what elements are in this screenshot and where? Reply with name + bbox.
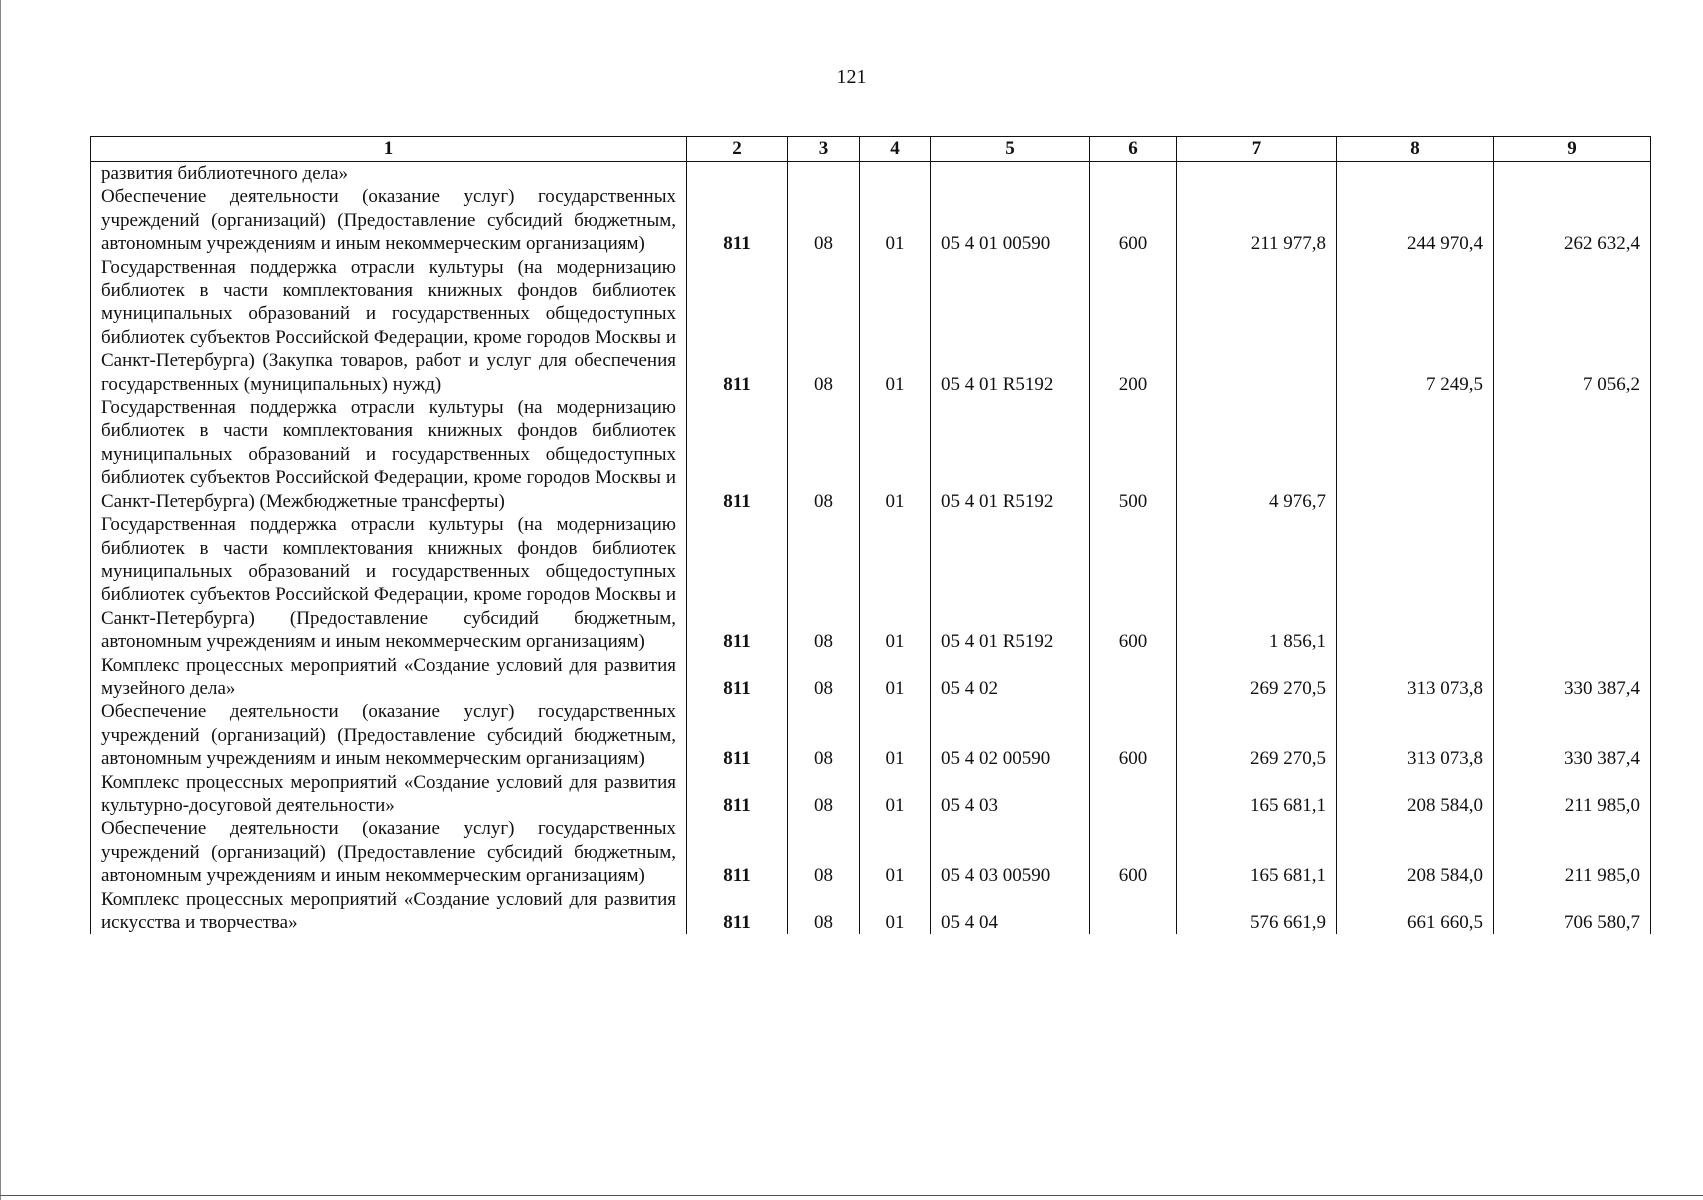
table-row — [91, 256, 1651, 396]
target-article-cell: 05 4 04 — [931, 888, 1090, 935]
subsection-cell: 01 — [860, 654, 931, 701]
amount-col8-cell — [1337, 396, 1494, 513]
table-row — [91, 700, 1651, 770]
target-article-cell: 05 4 01 R5192 — [931, 396, 1090, 513]
expense-type-cell: 600 — [1090, 185, 1177, 255]
column-header: 4 — [860, 137, 931, 162]
expense-type-cell: 600 — [1090, 817, 1177, 887]
expense-type-cell — [1090, 771, 1177, 818]
section-cell: 08 — [788, 396, 860, 513]
amount-col9-cell: 706 580,7 — [1494, 888, 1651, 935]
target-article-cell: 05 4 01 R5192 — [931, 513, 1090, 653]
table-row — [91, 513, 1651, 653]
section-cell: 08 — [788, 654, 860, 701]
subsection-cell: 01 — [860, 817, 931, 887]
amount-col9-cell: 7 056,2 — [1494, 256, 1651, 396]
expense-type-cell — [1090, 654, 1177, 701]
row-name-cell: Обеспечение деятельности (оказание услуг) государственных учреждений (организаций) (Предоставление субсидий бюджетным, автономным учреждениям и иным некоммерческим организациям) — [91, 700, 687, 770]
ministry-code-cell: 811 — [687, 771, 788, 818]
table-row — [91, 396, 1651, 513]
table-row — [91, 771, 1651, 818]
column-header: 5 — [931, 137, 1090, 162]
section-cell: 08 — [788, 771, 860, 818]
amount-col7-cell — [1177, 162, 1337, 186]
target-article-cell: 05 4 01 R5192 — [931, 256, 1090, 396]
target-article-cell: 05 4 01 00590 — [931, 185, 1090, 255]
expense-type-cell: 200 — [1090, 256, 1177, 396]
scan-left-edge — [0, 0, 1, 1200]
row-name-cell: Комплекс процессных мероприятий «Создание условий для развития музейного дела» — [91, 654, 687, 701]
ministry-code-cell: 811 — [687, 654, 788, 701]
amount-col8-cell — [1337, 162, 1494, 186]
expense-type-cell: 600 — [1090, 700, 1177, 770]
amount-col7-cell: 269 270,5 — [1177, 654, 1337, 701]
target-article-cell: 05 4 03 — [931, 771, 1090, 818]
amount-col9-cell: 330 387,4 — [1494, 654, 1651, 701]
section-cell: 08 — [788, 888, 860, 935]
row-name-cell: развития библиотечного дела» — [91, 162, 687, 186]
amount-col9-cell: 262 632,4 — [1494, 185, 1651, 255]
amount-col8-cell: 244 970,4 — [1337, 185, 1494, 255]
target-article-cell: 05 4 02 00590 — [931, 700, 1090, 770]
target-article-cell — [931, 162, 1090, 186]
ministry-code-cell: 811 — [687, 888, 788, 935]
scan-bottom-edge — [0, 1195, 1703, 1196]
amount-col9-cell — [1494, 162, 1651, 186]
budget-table — [90, 136, 1651, 934]
section-cell: 08 — [788, 256, 860, 396]
amount-col7-cell: 165 681,1 — [1177, 771, 1337, 818]
row-name-cell: Государственная поддержка отрасли культуры (на модернизацию библиотек в части комплектования книжных фондов библиотек муниципальных образований и государственных общедоступных библиотек субъектов Российской Федерации, кроме городов Москвы и Санкт-Петербурга) (Закупка товаров, работ и услуг для обеспечения государственных (муниципальных) нужд) — [91, 256, 687, 396]
subsection-cell: 01 — [860, 771, 931, 818]
ministry-code-cell: 811 — [687, 256, 788, 396]
ministry-code-cell — [687, 162, 788, 186]
target-article-cell: 05 4 03 00590 — [931, 817, 1090, 887]
row-name-cell: Комплекс процессных мероприятий «Создание условий для развития культурно-досуговой деятельности» — [91, 771, 687, 818]
ministry-code-cell: 811 — [687, 513, 788, 653]
section-cell: 08 — [788, 185, 860, 255]
subsection-cell: 01 — [860, 513, 931, 653]
amount-col7-cell: 269 270,5 — [1177, 700, 1337, 770]
column-header: 1 — [91, 137, 687, 162]
amount-col8-cell: 208 584,0 — [1337, 817, 1494, 887]
section-cell — [788, 162, 860, 186]
row-name-cell: Обеспечение деятельности (оказание услуг) государственных учреждений (организаций) (Предоставление субсидий бюджетным, автономным учреждениям и иным некоммерческим организациям) — [91, 817, 687, 887]
row-name-cell: Государственная поддержка отрасли культуры (на модернизацию библиотек в части комплектования книжных фондов библиотек муниципальных образований и государственных общедоступных библиотек субъектов Российской Федерации, кроме городов Москвы и Санкт-Петербурга) (Предоставление субсидий бюджетным, автономным учреждениям и иным некоммерческим организациям) — [91, 513, 687, 653]
column-header: 3 — [788, 137, 860, 162]
ministry-code-cell: 811 — [687, 817, 788, 887]
ministry-code-cell: 811 — [687, 185, 788, 255]
table-body — [91, 162, 1651, 935]
amount-col9-cell: 211 985,0 — [1494, 771, 1651, 818]
ministry-code-cell: 811 — [687, 700, 788, 770]
row-name-cell: Государственная поддержка отрасли культуры (на модернизацию библиотек в части комплектования книжных фондов библиотек муниципальных образований и государственных общедоступных библиотек субъектов Российской Федерации, кроме городов Москвы и Санкт-Петербурга) (Межбюджетные трансферты) — [91, 396, 687, 513]
amount-col8-cell: 661 660,5 — [1337, 888, 1494, 935]
amount-col9-cell: 330 387,4 — [1494, 700, 1651, 770]
target-article-cell: 05 4 02 — [931, 654, 1090, 701]
amount-col8-cell: 208 584,0 — [1337, 771, 1494, 818]
ministry-code-cell: 811 — [687, 396, 788, 513]
subsection-cell: 01 — [860, 700, 931, 770]
column-header: 8 — [1337, 137, 1494, 162]
subsection-cell — [860, 162, 931, 186]
expense-type-cell — [1090, 888, 1177, 935]
subsection-cell: 01 — [860, 185, 931, 255]
table-row — [91, 185, 1651, 255]
row-name-cell: Комплекс процессных мероприятий «Создание условий для развития искусства и творчества» — [91, 888, 687, 935]
table-row — [91, 817, 1651, 887]
column-header: 9 — [1494, 137, 1651, 162]
expense-type-cell — [1090, 162, 1177, 186]
section-cell: 08 — [788, 513, 860, 653]
amount-col7-cell: 4 976,7 — [1177, 396, 1337, 513]
amount-col8-cell: 313 073,8 — [1337, 700, 1494, 770]
section-cell: 08 — [788, 700, 860, 770]
column-header: 7 — [1177, 137, 1337, 162]
amount-col7-cell — [1177, 256, 1337, 396]
amount-col7-cell: 1 856,1 — [1177, 513, 1337, 653]
subsection-cell: 01 — [860, 396, 931, 513]
page-number: 121 — [836, 66, 867, 88]
table-row — [91, 888, 1651, 935]
subsection-cell: 01 — [860, 888, 931, 935]
amount-col7-cell: 211 977,8 — [1177, 185, 1337, 255]
amount-col8-cell: 313 073,8 — [1337, 654, 1494, 701]
column-header: 2 — [687, 137, 788, 162]
expense-type-cell: 600 — [1090, 513, 1177, 653]
amount-col9-cell: 211 985,0 — [1494, 817, 1651, 887]
expense-type-cell: 500 — [1090, 396, 1177, 513]
amount-col9-cell — [1494, 513, 1651, 653]
amount-col8-cell: 7 249,5 — [1337, 256, 1494, 396]
row-name-cell: Обеспечение деятельности (оказание услуг) государственных учреждений (организаций) (Предоставление субсидий бюджетным, автономным учреждениям и иным некоммерческим организациям) — [91, 185, 687, 255]
column-header: 6 — [1090, 137, 1177, 162]
amount-col8-cell — [1337, 513, 1494, 653]
section-cell: 08 — [788, 817, 860, 887]
subsection-cell: 01 — [860, 256, 931, 396]
table-row — [91, 654, 1651, 701]
table-row — [91, 162, 1651, 186]
amount-col9-cell — [1494, 396, 1651, 513]
amount-col7-cell: 576 661,9 — [1177, 888, 1337, 935]
amount-col7-cell: 165 681,1 — [1177, 817, 1337, 887]
table-header-row — [91, 137, 1651, 162]
